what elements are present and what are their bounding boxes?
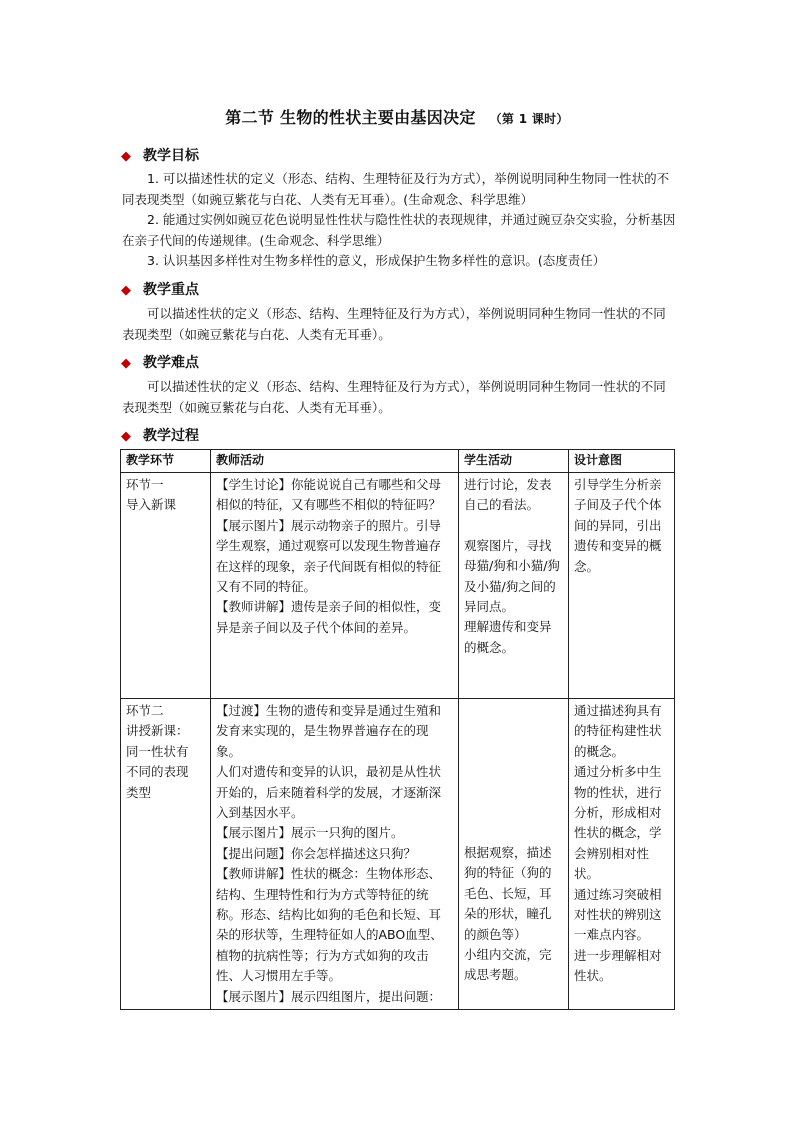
student-activity-cell (459, 699, 569, 1010)
table-header-cell: 设计意图 (569, 450, 675, 473)
stage-line: 导入新课 (126, 497, 177, 513)
title-period: （第 1 课时） (489, 112, 569, 126)
teacher-activity-text: 【提出问题】你会怎样描述这只狗？ (216, 845, 417, 861)
difficulties-paragraph (122, 377, 678, 418)
table-header-cell: 教学环节 (121, 450, 211, 473)
table-row (121, 699, 675, 1010)
student-activity-text: 观察图片，寻找母猫/狗和小猫/狗及小猫/狗之间的异同点。 (464, 537, 560, 615)
stage-line: 类型 (126, 784, 152, 800)
teacher-activity-cell (211, 699, 459, 1010)
design-intent-cell (569, 473, 675, 699)
process-table (120, 449, 675, 1010)
student-activity-text: 进行讨论，发表自己的看法。 (464, 477, 552, 513)
diamond-bullet-icon: ◆ (121, 429, 131, 444)
diamond-bullet-icon: ◆ (121, 356, 131, 371)
objective-item: 3. 认识基因多样性对生物多样性的意义，形成保护生物多样性的意识。(态度责任） (147, 253, 606, 268)
stage-line: 不同的表现 (126, 764, 189, 780)
keypoints-text: 可以描述性状的定义（形态、结构、生理特征及行为方式），举例说明同种生物同一性状的不同表现类型（如豌豆紫花与白花、人类有无耳垂）。 (122, 306, 666, 342)
design-intent-text: 通过分析多中生物的性状，进行分析，形成相对性状的概念，学会辨别相对性状。 (574, 764, 662, 882)
stage-cell (121, 699, 211, 1010)
teacher-activity-text: 【教师讲解】遗传是亲子间的相似性，变异是亲子间以及子代个体间的差异。 (216, 599, 442, 635)
objective-item: 1. 可以描述性状的定义（形态、结构、生理特征及行为方式），举例说明同种生物同一性状的不同表现类型（如豌豆紫花与白花、人类有无耳垂）。(生命观念、科学思维） (122, 171, 670, 207)
teacher-activity-text: 【展示图片】展示动物亲子的照片。引导学生观察，通过观察可以发现生物普遍存在这样的现象，亲子代间既有相似的特征又有不同的特征。 (216, 517, 442, 595)
section-heading-keypoints (121, 279, 199, 299)
table-header-row (121, 450, 675, 473)
teacher-activity-text: 【学生讨论】你能说说自己有哪些和父母相似的特征，又有哪些不相似的特征吗？ (216, 477, 442, 513)
objective-item: 2. 能通过实例如豌豆花色说明显性性状与隐性性状的表现规律，并通过豌豆杂交实验，分析基因在亲子代间的传递规律。(生命观念、科学思维） (122, 212, 676, 248)
design-intent-text: 通过描述狗具有的特征构建性状的概念。 (574, 703, 662, 759)
section-heading-objectives (121, 145, 199, 165)
student-activity-text: 小组内交流，完成思考题。 (464, 947, 552, 983)
stage-line: 环节二 (126, 703, 164, 718)
teacher-activity-cell (211, 473, 459, 699)
diamond-bullet-icon: ◆ (121, 149, 131, 164)
student-activity-text: 理解遗传和变异的概念。 (464, 619, 552, 655)
objectives-list (122, 169, 678, 272)
section-heading-text: 教学难点 (143, 355, 199, 371)
stage-line: 环节一 (126, 477, 164, 492)
section-heading-text: 教学重点 (143, 282, 199, 298)
table-row (121, 473, 675, 699)
student-activity-cell (459, 473, 569, 699)
teacher-activity-text: 【教师讲解】性状的概念：生物体形态、结构、生理特性和行为方式等特征的统称。形态、结构比如狗的毛色和长短、耳朵的形状等，生理特征如人的ABO血型、植物的抗病性等；行为方式如狗的攻击性、人习惯用左手等。 (216, 866, 443, 984)
teacher-activity-text: 【过渡】生物的遗传和变异是通过生殖和发育来实现的，是生物界普遍存在的现象。 (216, 703, 442, 759)
teacher-activity-text: 人们对遗传和变异的认识，最初是从性状开始的，后来随着科学的发展，才逐渐深入到基因水平。 (216, 764, 442, 821)
teacher-activity-text: 【展示图片】展示四组图片，提出问题： (216, 988, 442, 1004)
table-header-cell: 教师活动 (211, 450, 459, 473)
design-intent-cell (569, 699, 675, 1010)
difficulties-text: 可以描述性状的定义（形态、结构、生理特征及行为方式），举例说明同种生物同一性状的不同表现类型（如豌豆紫花与白花、人类有无耳垂）。 (122, 379, 666, 415)
design-intent-text: 进一步理解相对性状。 (574, 947, 662, 984)
table-header-cell: 学生活动 (459, 450, 569, 473)
stage-cell (121, 473, 211, 699)
design-intent-text: 引导学生分析亲子间及子代个体间的异同，引出遗传和变异的概念。 (574, 477, 662, 574)
page-title (0, 105, 794, 128)
diamond-bullet-icon: ◆ (121, 283, 131, 298)
section-heading-process (121, 425, 199, 445)
teacher-activity-text: 【展示图片】展示一只狗的图片。 (216, 825, 404, 841)
section-heading-difficulties (121, 352, 199, 372)
design-intent-text: 通过练习突破相对性状的辨别这一难点内容。 (574, 886, 662, 943)
keypoints-paragraph (122, 304, 678, 345)
stage-line: 讲授新课： (126, 723, 189, 739)
section-heading-text: 教学目标 (143, 148, 199, 164)
section-heading-text: 教学过程 (143, 428, 199, 444)
stage-line: 同一性状有 (126, 743, 189, 759)
student-activity-text: 根据观察，描述狗的特征（狗的毛色、长短，耳朵的形状，瞳孔的颜色等） (464, 845, 552, 942)
title-text: 第二节 生物的性状主要由基因决定 (225, 108, 476, 127)
